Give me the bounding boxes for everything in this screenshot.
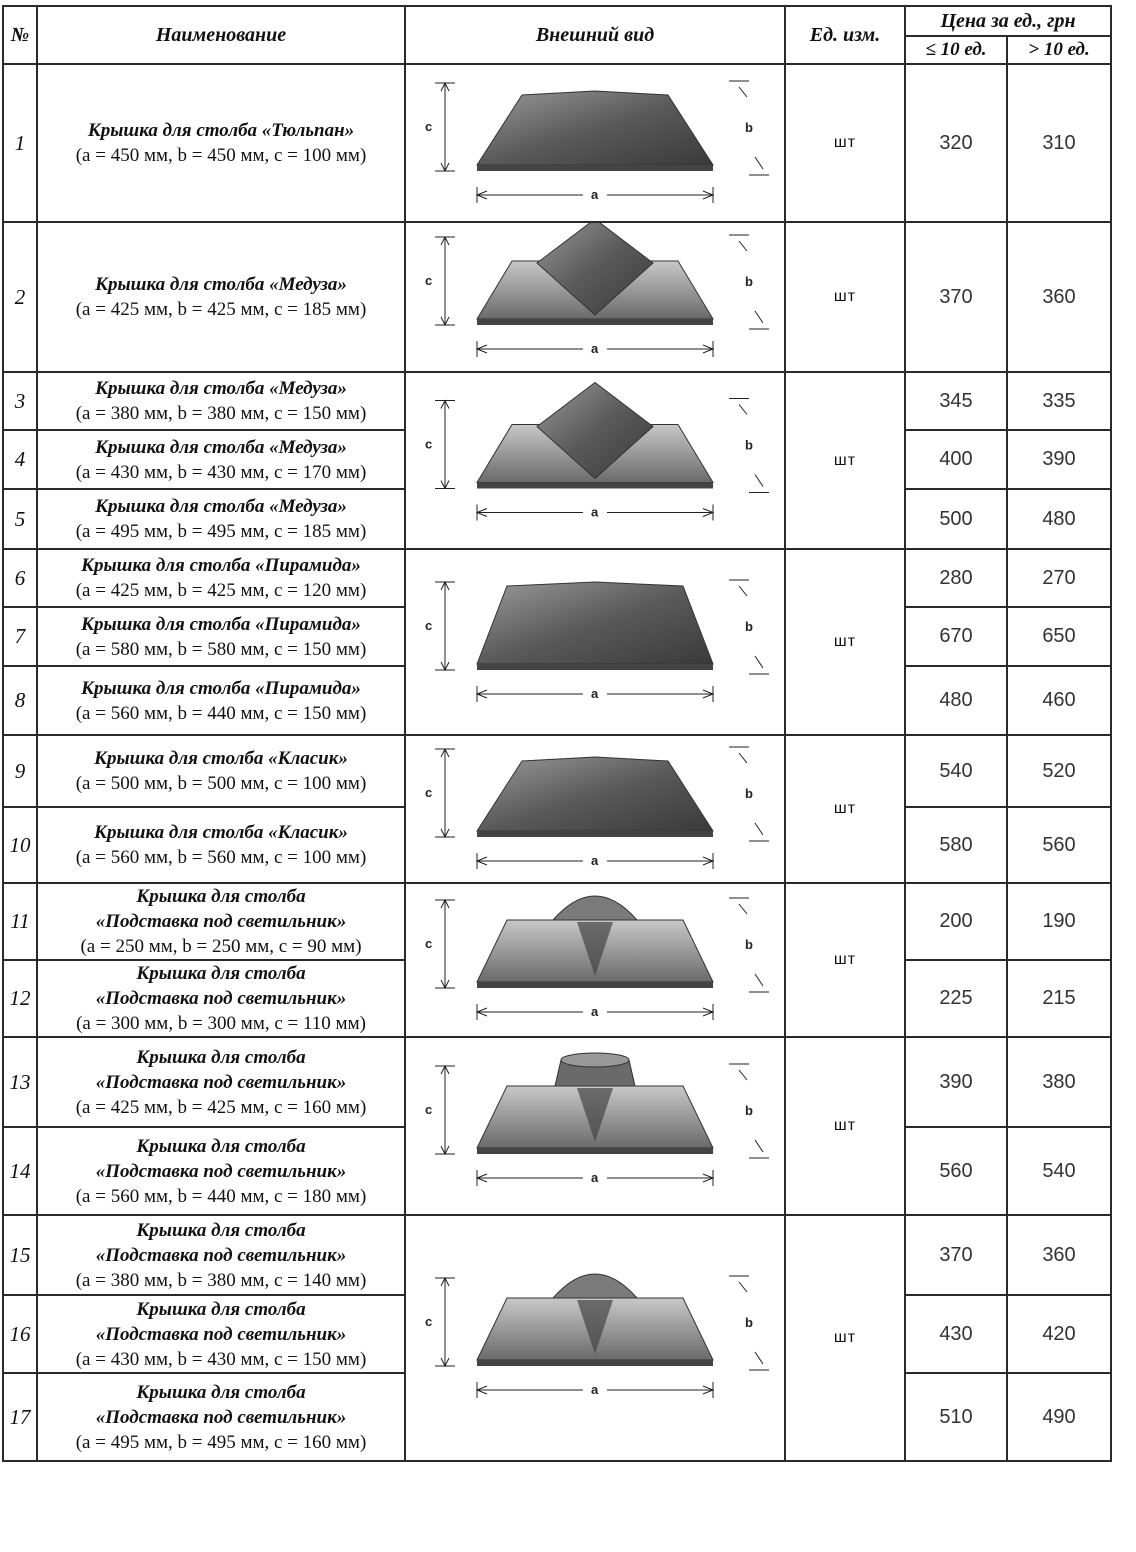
dimension-label-a: a bbox=[591, 1170, 599, 1185]
header-price-gt10: > 10 ед. bbox=[1007, 36, 1111, 64]
table-row bbox=[3, 1037, 1111, 1127]
product-title: Крышка для столба «Пирамида» bbox=[81, 613, 361, 635]
product-title: Крышка для столба bbox=[136, 1298, 306, 1320]
table-row bbox=[3, 1215, 1111, 1295]
product-shape bbox=[477, 91, 713, 171]
product-drawing bbox=[407, 550, 783, 734]
product-dimensions: (a = 560 мм, b = 560 мм, c = 100 мм) bbox=[75, 847, 367, 868]
product-image-cell bbox=[405, 222, 785, 372]
dimension-label-a: a bbox=[591, 1382, 599, 1397]
row-number: 11 bbox=[3, 883, 37, 960]
product-dimensions: (a = 430 мм, b = 430 мм, c = 170 мм) bbox=[75, 461, 367, 483]
row-number: 3 bbox=[3, 372, 37, 430]
unit-cell: шт bbox=[785, 222, 905, 372]
table-row bbox=[3, 883, 1111, 960]
price-le10: 320 bbox=[905, 64, 1007, 222]
product-name bbox=[37, 64, 405, 222]
product-title: Крышка для столба «Пирамида» bbox=[81, 677, 361, 699]
product-name bbox=[37, 960, 405, 1037]
price-gt10: 560 bbox=[1007, 807, 1111, 883]
price-gt10: 520 bbox=[1007, 735, 1111, 807]
dimension-label-a: a bbox=[591, 187, 599, 202]
product-shape bbox=[477, 383, 713, 489]
product-title: Крышка для столба «Медуза» bbox=[95, 496, 347, 517]
dimension-label-c: c bbox=[425, 119, 433, 134]
price-le10: 500 bbox=[905, 489, 1007, 549]
product-dimensions: (a = 380 мм, b = 380 мм, c = 140 мм) bbox=[75, 1269, 367, 1291]
product-name bbox=[37, 1127, 405, 1215]
product-dimensions: (a = 580 мм, b = 580 мм, c = 150 мм) bbox=[75, 638, 367, 660]
row-number: 10 bbox=[3, 807, 37, 883]
product-drawing bbox=[407, 1216, 783, 1460]
product-shape bbox=[477, 223, 713, 325]
dimension-label-b: b bbox=[745, 937, 753, 952]
price-le10: 280 bbox=[905, 549, 1007, 607]
table-row bbox=[3, 549, 1111, 607]
product-shape bbox=[477, 896, 713, 988]
product-subtitle: «Подставка под светильник» bbox=[95, 1244, 347, 1266]
row-number: 16 bbox=[3, 1295, 37, 1373]
product-subtitle: «Подставка под светильник» bbox=[95, 1160, 347, 1182]
product-dimensions: (a = 250 мм, b = 250 мм, c = 90 мм) bbox=[80, 936, 362, 957]
product-drawing bbox=[407, 373, 783, 548]
price-le10: 200 bbox=[905, 883, 1007, 960]
price-gt10: 360 bbox=[1007, 222, 1111, 372]
price-table bbox=[2, 5, 1112, 1462]
price-gt10: 460 bbox=[1007, 666, 1111, 735]
row-number: 1 bbox=[3, 64, 37, 222]
product-name bbox=[37, 666, 405, 735]
price-gt10: 420 bbox=[1007, 1295, 1111, 1373]
dimension-label-b: b bbox=[745, 1315, 753, 1330]
product-image-cell bbox=[405, 549, 785, 735]
row-number: 7 bbox=[3, 607, 37, 666]
product-drawing bbox=[407, 65, 783, 221]
product-shape bbox=[477, 757, 713, 837]
product-drawing bbox=[407, 884, 783, 1036]
table-row bbox=[3, 372, 1111, 430]
product-title: Крышка для столба «Тюльпан» bbox=[87, 120, 355, 141]
header-name: Наименование bbox=[37, 6, 405, 64]
dimension-label-a: a bbox=[591, 1004, 599, 1019]
product-name bbox=[37, 372, 405, 430]
row-number: 8 bbox=[3, 666, 37, 735]
row-number: 6 bbox=[3, 549, 37, 607]
product-name bbox=[37, 735, 405, 807]
product-dimensions: (a = 560 мм, b = 440 мм, c = 180 мм) bbox=[75, 1185, 367, 1207]
dimension-label-c: c bbox=[425, 618, 433, 633]
product-drawing bbox=[407, 736, 783, 882]
product-shape bbox=[477, 1053, 713, 1154]
product-dimensions: (a = 430 мм, b = 430 мм, c = 150 мм) bbox=[75, 1348, 367, 1370]
product-drawing bbox=[407, 223, 783, 371]
dimension-label-b: b bbox=[745, 437, 753, 453]
dimension-label-c: c bbox=[425, 936, 433, 951]
product-name bbox=[37, 1037, 405, 1127]
product-drawing bbox=[407, 1038, 783, 1214]
unit-cell: шт bbox=[785, 1215, 905, 1461]
price-le10: 225 bbox=[905, 960, 1007, 1037]
product-title: Крышка для столба bbox=[136, 1381, 306, 1403]
product-shape bbox=[477, 1274, 713, 1366]
unit-cell: шт bbox=[785, 64, 905, 222]
row-number: 4 bbox=[3, 430, 37, 489]
price-le10: 670 bbox=[905, 607, 1007, 666]
header-price-le10: ≤ 10 ед. bbox=[905, 36, 1007, 64]
dimension-label-a: a bbox=[591, 853, 599, 868]
dimension-label-c: c bbox=[425, 1102, 433, 1117]
header-price: Цена за ед., грн bbox=[905, 6, 1111, 36]
product-name bbox=[37, 883, 405, 960]
dimension-label-b: b bbox=[745, 274, 753, 289]
table-row bbox=[3, 735, 1111, 807]
dimension-label-a: a bbox=[591, 686, 599, 701]
row-number: 15 bbox=[3, 1215, 37, 1295]
product-name bbox=[37, 430, 405, 489]
product-dimensions: (a = 380 мм, b = 380 мм, c = 150 мм) bbox=[75, 403, 367, 424]
dimension-label-a: a bbox=[591, 341, 599, 356]
header-number: № bbox=[3, 6, 37, 64]
price-gt10: 215 bbox=[1007, 960, 1111, 1037]
row-number: 14 bbox=[3, 1127, 37, 1215]
row-number: 2 bbox=[3, 222, 37, 372]
product-title: Крышка для столба «Медуза» bbox=[95, 274, 347, 295]
product-title: Крышка для столба «Класик» bbox=[94, 822, 348, 843]
product-title: Крышка для столба bbox=[136, 886, 306, 907]
dimension-label-c: c bbox=[425, 785, 433, 800]
price-gt10: 270 bbox=[1007, 549, 1111, 607]
unit-cell: шт bbox=[785, 372, 905, 549]
price-le10: 370 bbox=[905, 222, 1007, 372]
row-number: 5 bbox=[3, 489, 37, 549]
unit-cell: шт bbox=[785, 549, 905, 735]
product-name bbox=[37, 549, 405, 607]
product-name bbox=[37, 1373, 405, 1461]
dimension-label-b: b bbox=[745, 619, 753, 634]
price-gt10: 335 bbox=[1007, 372, 1111, 430]
product-subtitle: «Подставка под светильник» bbox=[95, 1071, 347, 1093]
product-image-cell bbox=[405, 1037, 785, 1215]
dimension-label-b: b bbox=[745, 786, 753, 801]
table-row bbox=[3, 64, 1111, 222]
product-subtitle: «Подставка под светильник» bbox=[95, 1323, 347, 1345]
unit-cell: шт bbox=[785, 1037, 905, 1215]
product-image-cell bbox=[405, 372, 785, 549]
header-appearance: Внешний вид bbox=[405, 6, 785, 64]
price-le10: 580 bbox=[905, 807, 1007, 883]
product-dimensions: (a = 450 мм, b = 450 мм, c = 100 мм) bbox=[75, 145, 367, 166]
price-list-sheet bbox=[0, 5, 1112, 1470]
price-gt10: 540 bbox=[1007, 1127, 1111, 1215]
dimension-label-a: a bbox=[591, 504, 599, 520]
product-dimensions: (a = 425 мм, b = 425 мм, c = 120 мм) bbox=[75, 580, 367, 601]
dimension-label-b: b bbox=[745, 1103, 753, 1118]
product-title: Крышка для столба «Класик» bbox=[94, 748, 348, 769]
price-gt10: 480 bbox=[1007, 489, 1111, 549]
dimension-label-c: c bbox=[425, 1314, 433, 1329]
price-gt10: 650 bbox=[1007, 607, 1111, 666]
product-name bbox=[37, 607, 405, 666]
price-gt10: 380 bbox=[1007, 1037, 1111, 1127]
product-image-cell bbox=[405, 64, 785, 222]
row-number: 13 bbox=[3, 1037, 37, 1127]
price-le10: 510 bbox=[905, 1373, 1007, 1461]
product-title: Крышка для столба bbox=[136, 963, 306, 984]
product-title: Крышка для столба bbox=[136, 1046, 306, 1068]
price-gt10: 190 bbox=[1007, 883, 1111, 960]
row-number: 12 bbox=[3, 960, 37, 1037]
price-le10: 400 bbox=[905, 430, 1007, 489]
price-gt10: 360 bbox=[1007, 1215, 1111, 1295]
price-le10: 560 bbox=[905, 1127, 1007, 1215]
product-title: Крышка для столба «Медуза» bbox=[95, 378, 347, 399]
price-le10: 540 bbox=[905, 735, 1007, 807]
price-le10: 370 bbox=[905, 1215, 1007, 1295]
unit-cell: шт bbox=[785, 883, 905, 1037]
product-subtitle: «Подставка под светильник» bbox=[95, 1406, 347, 1428]
product-dimensions: (a = 560 мм, b = 440 мм, c = 150 мм) bbox=[75, 702, 367, 724]
table-row bbox=[3, 222, 1111, 372]
dimension-label-c: c bbox=[425, 436, 433, 452]
product-dimensions: (a = 500 мм, b = 500 мм, c = 100 мм) bbox=[75, 773, 367, 794]
price-gt10: 310 bbox=[1007, 64, 1111, 222]
product-image-cell bbox=[405, 735, 785, 883]
product-name bbox=[37, 1295, 405, 1373]
price-le10: 480 bbox=[905, 666, 1007, 735]
product-title: Крышка для столба bbox=[136, 1135, 306, 1157]
product-image-cell bbox=[405, 883, 785, 1037]
header-unit: Ед. изм. bbox=[785, 6, 905, 64]
product-title: Крышка для столба «Пирамида» bbox=[81, 555, 361, 576]
product-name bbox=[37, 222, 405, 372]
product-title: Крышка для столба «Медуза» bbox=[95, 436, 347, 458]
product-dimensions: (a = 495 мм, b = 495 мм, c = 185 мм) bbox=[75, 521, 367, 542]
row-number: 9 bbox=[3, 735, 37, 807]
product-image-cell bbox=[405, 1215, 785, 1461]
row-number: 17 bbox=[3, 1373, 37, 1461]
dimension-label-c: c bbox=[425, 273, 433, 288]
price-le10: 390 bbox=[905, 1037, 1007, 1127]
dimension-label-b: b bbox=[745, 120, 753, 135]
price-gt10: 490 bbox=[1007, 1373, 1111, 1461]
product-name bbox=[37, 489, 405, 549]
product-dimensions: (a = 495 мм, b = 495 мм, c = 160 мм) bbox=[75, 1431, 367, 1453]
product-dimensions: (a = 300 мм, b = 300 мм, c = 110 мм) bbox=[76, 1013, 366, 1034]
product-shape bbox=[477, 582, 713, 670]
product-name bbox=[37, 807, 405, 883]
product-name bbox=[37, 1215, 405, 1295]
price-le10: 430 bbox=[905, 1295, 1007, 1373]
product-subtitle: «Подставка под светильник» bbox=[95, 988, 347, 1009]
product-dimensions: (a = 425 мм, b = 425 мм, c = 185 мм) bbox=[75, 299, 367, 320]
product-subtitle: «Подставка под светильник» bbox=[95, 911, 347, 932]
price-gt10: 390 bbox=[1007, 430, 1111, 489]
product-dimensions: (a = 425 мм, b = 425 мм, c = 160 мм) bbox=[75, 1096, 367, 1118]
price-le10: 345 bbox=[905, 372, 1007, 430]
unit-cell: шт bbox=[785, 735, 905, 883]
product-title: Крышка для столба bbox=[136, 1219, 306, 1241]
